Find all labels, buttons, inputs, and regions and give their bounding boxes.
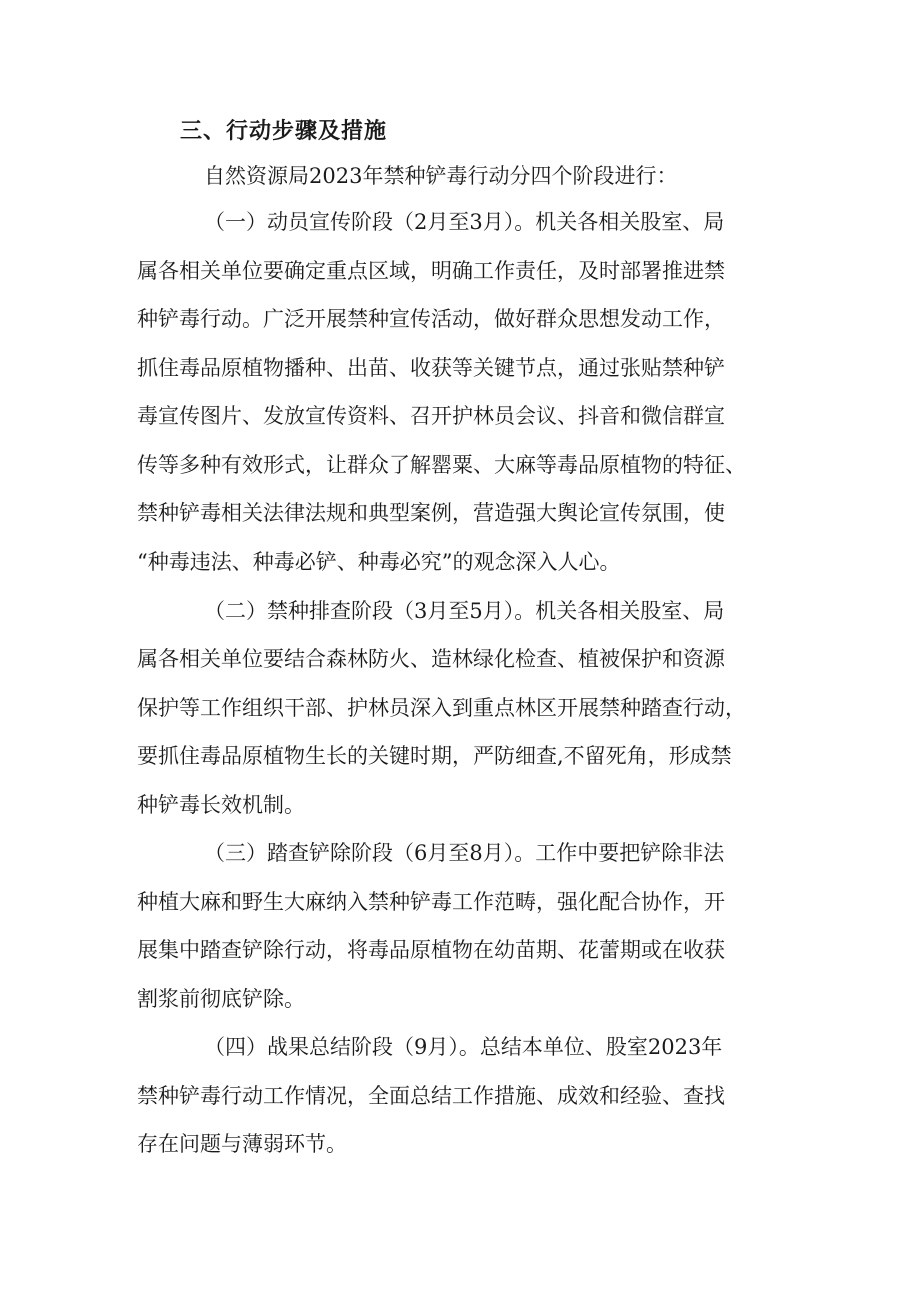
- text-line: 种铲毒行动。广泛开展禁种宣传活动，做好群众思想发动工作，: [137, 307, 725, 331]
- text-line: （二）禁种排查阶段（3月至5月）。机关各相关股室、局: [204, 599, 725, 623]
- text-line: 毒宣传图片、发放宣传资料、召开护林员会议、抖音和微信群宣: [137, 404, 725, 428]
- text-line: 展集中踏查铲除行动，将毒品原植物在幼苗期、花蕾期或在收获: [137, 938, 725, 962]
- text-line: 割浆前彻底铲除。: [137, 987, 305, 1011]
- text-line: （四）战果总结阶段（9月）。总结本单位、股室2023年: [204, 1035, 723, 1059]
- text-line: 传等多种有效形式，让群众了解罂粟、大麻等毒品原植物的特征、: [137, 453, 746, 477]
- text-line: 属各相关单位要确定重点区域，明确工作责任，及时部署推进禁: [137, 259, 725, 283]
- section-heading: 三、行动步骤及措施: [180, 119, 388, 144]
- text-line: 属各相关单位要结合森林防火、造林绿化检查、植被保护和资源: [137, 647, 725, 671]
- text-line: 禁种铲毒行动工作情况，全面总结工作措施、成效和经验、查找: [137, 1084, 725, 1108]
- text-line: 抓住毒品原植物播种、出苗、收获等关键节点，通过张贴禁种铲: [137, 356, 725, 380]
- text-line: 种植大麻和野生大麻纳入禁种铲毒工作范畴，强化配合协作，开: [137, 890, 725, 914]
- text-line: 存在问题与薄弱环节。: [137, 1132, 347, 1156]
- text-line: “种毒违法、种毒必铲、种毒必究”的观念深入人心。: [137, 550, 621, 574]
- text-line: 自然资源局2023年禁种铲毒行动分四个阶段进行：: [204, 164, 678, 188]
- text-line: 保护等工作组织干部、护林员深入到重点林区开展禁种踏查行动，: [137, 696, 746, 720]
- text-line: （一）动员宣传阶段（2月至3月）。机关各相关股室、局: [204, 210, 725, 234]
- text-line: 禁种铲毒相关法律法规和典型案例，营造强大舆论宣传氛围，使: [137, 501, 725, 525]
- text-line: （三）踏查铲除阶段（6月至8月）。工作中要把铲除非法: [204, 841, 725, 865]
- text-line: 要抓住毒品原植物生长的关键时期，严防细查,不留死角，形成禁: [137, 744, 732, 768]
- text-line: 种铲毒长效机制。: [137, 793, 305, 817]
